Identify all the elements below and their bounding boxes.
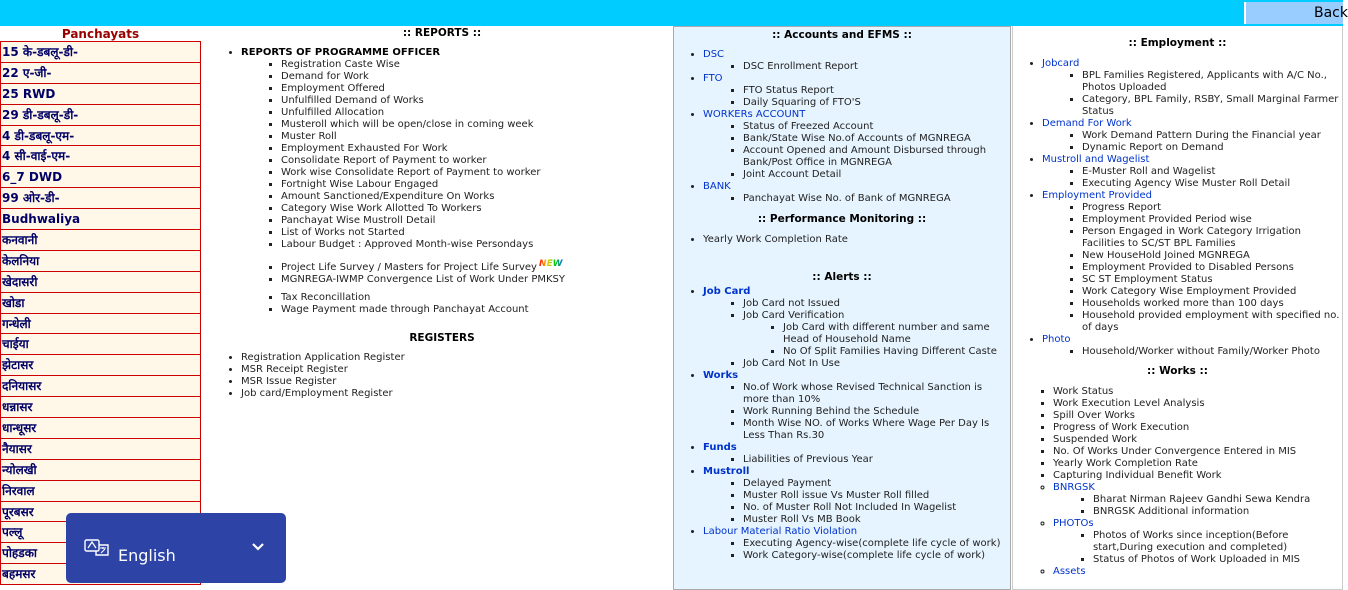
po-list [241, 59, 672, 251]
sidebar-item[interactable]: निरवाल [1, 481, 200, 502]
works-subgroups [1013, 482, 1342, 578]
alerts-title: :: Alerts :: [812, 271, 872, 283]
sidebar-item[interactable]: 4 डी-डबलू-एम- [1, 126, 200, 147]
list-item[interactable]: ▪ Demand for Work [281, 71, 672, 83]
registers-list [212, 352, 672, 400]
list-item[interactable]: ▪ BPL Families Registered, Applicants with A/C No., Photos Uploaded [1082, 70, 1342, 94]
list-item[interactable]: ▪ Muster Roll issue Vs Muster Roll filled [743, 490, 1010, 502]
list-item[interactable]: ▪ Tax Reconcillation [281, 292, 672, 304]
po-extra-list-2 [241, 292, 672, 316]
list-item[interactable]: ▪ Account Opened and Amount Disbursed through Bank/Post Office in MGNREGA [743, 145, 1010, 169]
list-item[interactable]: ▪ Employment Exhausted For Work [281, 143, 672, 155]
sidebar-item[interactable]: 29 डी-डबलू-डी- [1, 105, 200, 126]
list-item[interactable]: ▪ Unfulfilled Demand of Works [281, 95, 672, 107]
photos-group [1053, 518, 1342, 566]
list-item[interactable]: ▪ Bharat Nirman Rajeev Gandhi Sewa Kendra [1093, 494, 1342, 506]
sidebar-item[interactable]: खोडा [1, 293, 200, 314]
list-item[interactable]: ▪ Muster Roll [281, 131, 672, 143]
employment-group-list [1042, 166, 1342, 190]
list-item[interactable]: ▪ Category, BPL Family, RSBY, Small Marginal Farmer Status [1082, 94, 1342, 118]
list-item[interactable]: ▪ Status of Freezed Account [743, 121, 1010, 133]
accounts-group-link[interactable]: WORKERs ACCOUNT [703, 109, 806, 120]
sidebar-item[interactable]: चाईया [1, 334, 200, 355]
list-item[interactable]: ▪ Households worked more than 100 days [1082, 298, 1342, 310]
employment-group [1042, 190, 1342, 334]
back-label: Back [1314, 5, 1348, 21]
list-item[interactable]: ▪ Status of Photos of Work Uploaded in MIS [1093, 554, 1342, 566]
employment-group-list [1042, 130, 1342, 154]
sidebar-item[interactable]: खेदासरी [1, 272, 200, 293]
list-item[interactable]: ▪ Yearly Work Completion Rate [1053, 458, 1342, 470]
sidebar-item[interactable]: पल्लू [1, 522, 200, 543]
accounts-title: :: Accounts and EFMS :: [772, 29, 912, 41]
list-item[interactable]: ▪ E-Muster Roll and Wagelist [1082, 166, 1342, 178]
accounts-group [703, 109, 1010, 181]
alert-jobcard [703, 286, 1010, 370]
po-section [241, 47, 672, 316]
accounts-group-list [703, 121, 1010, 181]
list-item[interactable]: • MSR Receipt Register [241, 364, 672, 376]
list-item[interactable]: ▪ No Of Split Families Having Different Caste [783, 346, 1010, 358]
sidebar-item[interactable]: बहमसर [1, 564, 200, 585]
jobcard-link[interactable]: Job Card [703, 286, 751, 297]
list-item[interactable]: ▪ Month Wise NO. of Works Where Wage Per Day Is Less Than Rs.30 [743, 418, 1010, 442]
list-item[interactable]: ▪ Work Category Wise Employment Provided [1082, 286, 1342, 298]
list-item[interactable]: ▪ Bank/State Wise No.of Accounts of MGNREGA [743, 133, 1010, 145]
accounts-group [703, 73, 1010, 109]
list-item[interactable]: ▪ No. of Muster Roll Not Included In Wagelist [743, 502, 1010, 514]
list-item[interactable]: ▪ Joint Account Detail [743, 169, 1010, 181]
sidebar-item[interactable]: गन्धेली [1, 314, 200, 335]
list-item[interactable]: ▪ Work Demand Pattern During the Financial year [1082, 130, 1342, 142]
list-item[interactable]: ▪ Work Status [1053, 386, 1342, 398]
works-link[interactable]: Works [703, 370, 739, 381]
alerts-list [674, 286, 1010, 562]
sidebar-title: Panchayats [61, 27, 140, 41]
list-item[interactable]: ▪ Executing Agency Wise Muster Roll Detail [1082, 178, 1342, 190]
list-item[interactable]: ▪ SC ST Employment Status [1082, 274, 1342, 286]
list-item[interactable]: ▪ Work wise Consolidate Report of Payment to worker [281, 167, 672, 179]
list-item[interactable]: ▪ Job Card with different number and same Head of Household Name [783, 322, 1010, 346]
sidebar-item[interactable]: न्योलखी [1, 460, 200, 481]
list-item[interactable]: ▪ Spill Over Works [1053, 410, 1342, 422]
funds-list [703, 454, 1010, 466]
sidebar-item[interactable]: 99 ओर-डी- [1, 188, 200, 209]
list-item[interactable]: ▪ Wage Payment made through Panchayat Account [281, 304, 672, 316]
panchayat-list [0, 41, 201, 585]
list-item[interactable]: ▪ Person Engaged in Work Category Irrigation Facilities to SC/ST BPL Families [1082, 226, 1342, 250]
list-item[interactable]: ▪ Job Card not Issued [743, 298, 1010, 310]
list-item[interactable]: ▪ Consolidate Report of Payment to worker [281, 155, 672, 167]
list-item[interactable]: ▪ Registration Caste Wise [281, 59, 672, 71]
po-extra-list [241, 259, 672, 286]
assets-link[interactable]: Assets [1053, 566, 1086, 577]
top-bar [0, 0, 1343, 26]
list-item[interactable]: ▪ Panchayat Wise Mustroll Detail [281, 215, 672, 227]
accounts-group-list [703, 193, 1010, 205]
panchayat-sidebar [0, 26, 201, 590]
list-item[interactable]: ▪ Daily Squaring of FTO'S [743, 97, 1010, 109]
accounts-group-link[interactable]: FTO [703, 73, 723, 84]
sidebar-item[interactable]: 6_7 DWD [1, 167, 200, 188]
mustroll-link[interactable]: Mustroll [703, 466, 750, 477]
list-item[interactable]: ▪ Job Card Not In Use [743, 358, 1010, 370]
accounts-groups [674, 49, 1010, 205]
list-item[interactable]: ▪ Musteroll which will be open/close in coming week [281, 119, 672, 131]
list-item[interactable]: ▪ Panchayat Wise No. of Bank of MGNREGA [743, 193, 1010, 205]
reports-column [212, 26, 672, 590]
list-item[interactable]: ▪ Photos of Works since inception(Before start,During execution and completed) [1093, 530, 1342, 554]
list-item[interactable]: ▪ Dynamic Report on Demand [1082, 142, 1342, 154]
employment-group [1042, 58, 1342, 118]
reports-title: :: REPORTS :: [402, 27, 482, 39]
list-item[interactable]: ▪ Job Card Verification ▪ Job Card with different number and same Head of Household Name ▪ No Of Split Families Having Different Caste [743, 310, 1010, 358]
list-item[interactable]: ▪ Capturing Individual Benefit Work [1053, 470, 1342, 482]
employment-title: :: Employment :: [1128, 37, 1227, 49]
translate-icon [84, 539, 110, 557]
employment-group-link[interactable]: Employment Provided [1042, 190, 1152, 201]
photos-link[interactable]: PHOTOs [1053, 518, 1094, 529]
accounts-group-list [703, 85, 1010, 109]
photos-list [1053, 530, 1342, 566]
list-item[interactable]: ▪ Progress of Work Execution [1053, 422, 1342, 434]
list-item[interactable]: ▪ BNRGSK Additional information [1093, 506, 1342, 518]
employment-groups [1013, 58, 1342, 358]
labour-ratio-link[interactable]: Labour Material Ratio Violation [703, 526, 858, 537]
sidebar-item[interactable]: Budhwaliya [1, 209, 200, 230]
list-item[interactable]: ▪ New HouseHold Joined MGNREGA [1082, 250, 1342, 262]
assets-group [1053, 566, 1342, 578]
new-badge: NEW [538, 259, 563, 269]
list-item[interactable]: ▪ MGNREGA-IWMP Convergence List of Work Under PMKSY [281, 274, 672, 286]
list-item[interactable]: ▪ Employment Provided to Disabled Persons [1082, 262, 1342, 274]
works-title: :: Works :: [1147, 365, 1208, 377]
list-item[interactable]: • Registration Application Register [241, 352, 672, 364]
employment-group [1042, 118, 1342, 154]
list-item[interactable]: ▪ Suspended Work [1053, 434, 1342, 446]
jobcard-sublist [743, 322, 1010, 358]
bnrgsk-list [1053, 494, 1342, 518]
sidebar-item[interactable]: 22 ए-जी- [1, 63, 200, 84]
list-item[interactable]: ▪ Executing Agency-wise(complete life cycle of work) [743, 538, 1010, 550]
works-list [703, 382, 1010, 442]
accounts-group [703, 181, 1010, 205]
list-item[interactable]: • MSR Issue Register [241, 376, 672, 388]
sidebar-item[interactable]: कनवानी [1, 230, 200, 251]
perf-title: :: Performance Monitoring :: [757, 213, 927, 225]
sidebar-item[interactable]: 4 सी-वाई-एम- [1, 146, 200, 167]
accounts-group-list [703, 61, 1010, 73]
list-item[interactable]: • Yearly Work Completion Rate [703, 234, 1010, 246]
sidebar-item[interactable]: 15 के-डबलू-डी- [1, 42, 200, 63]
list-item[interactable]: ▪ Employment Offered [281, 83, 672, 95]
list-item[interactable]: ▪ Fortnight Wise Labour Engaged [281, 179, 672, 191]
employment-group-link[interactable]: Demand For Work [1042, 118, 1132, 129]
bnrgsk-link[interactable]: BNRGSK [1053, 482, 1095, 493]
employment-group [1042, 154, 1342, 190]
sidebar-item[interactable]: दनियासर [1, 376, 200, 397]
list-item[interactable]: ▪ Progress Report [1082, 202, 1342, 214]
sidebar-item[interactable]: नैयासर [1, 439, 200, 460]
employment-group-link[interactable]: Photo [1042, 334, 1071, 345]
mustroll-list [703, 478, 1010, 526]
sidebar-item[interactable]: धान्धूसर [1, 418, 200, 439]
sidebar-item[interactable]: पूरबसर [1, 502, 200, 523]
list-item[interactable]: ▪ Muster Roll Vs MB Book [743, 514, 1010, 526]
list-item[interactable]: ▪ Household provided employment with specified no. of days [1082, 310, 1342, 334]
list-item[interactable]: ▪ DSC Enrollment Report [743, 61, 1010, 73]
alert-labour [703, 526, 1010, 562]
employment-group-list [1042, 70, 1342, 118]
alert-mustroll [703, 466, 1010, 526]
alert-funds [703, 442, 1010, 466]
list-item[interactable]: ▪ Amount Sanctioned/Expenditure On Works [281, 191, 672, 203]
employment-group-list [1042, 202, 1342, 334]
sidebar-item[interactable]: धन्नासर [1, 397, 200, 418]
sidebar-item[interactable]: केलनिया [1, 251, 200, 272]
employment-group-link[interactable]: Mustroll and Wagelist [1042, 154, 1150, 165]
registers-title: REGISTERS [409, 332, 475, 344]
list-item[interactable]: ▪ Delayed Payment [743, 478, 1010, 490]
accounts-column [673, 26, 1011, 590]
employment-group [1042, 334, 1342, 358]
list-item[interactable]: ▪ Work Running Behind the Schedule [743, 406, 1010, 418]
list-item[interactable]: ▪ Category Wise Work Allotted To Workers [281, 203, 672, 215]
employment-group-list [1042, 346, 1342, 358]
language-selector[interactable] [66, 513, 286, 583]
jobcard-list [703, 298, 1010, 370]
bnrgsk-group [1053, 482, 1342, 518]
perf-list [674, 234, 1010, 246]
accounts-group [703, 49, 1010, 73]
list-item[interactable]: ▪ Unfulfilled Allocation [281, 107, 672, 119]
list-item[interactable]: ▪ Work Execution Level Analysis [1053, 398, 1342, 410]
sidebar-item[interactable]: झेटासर [1, 355, 200, 376]
sidebar-item[interactable]: पोहडका [1, 543, 200, 564]
list-item[interactable]: ▪ FTO Status Report [743, 85, 1010, 97]
works-report-list [1013, 386, 1342, 482]
back-button[interactable] [1244, 2, 1348, 24]
chevron-down-icon [250, 541, 266, 553]
funds-link[interactable]: Funds [703, 442, 737, 453]
list-item[interactable]: ▪ List of Works not Started [281, 227, 672, 239]
accounts-group-link[interactable]: BANK [703, 181, 731, 192]
list-item[interactable]: ▪ Labour Budget : Approved Month-wise Persondays [281, 239, 672, 251]
po-heading: REPORTS OF PROGRAMME OFFICER [241, 47, 441, 58]
employment-group-link[interactable]: Jobcard [1042, 58, 1080, 69]
list-item[interactable]: ▪ No.of Work whose Revised Technical Sanction is more than 10% [743, 382, 1010, 406]
sidebar-item[interactable]: 25 RWD [1, 84, 200, 105]
list-item[interactable]: ▪ Project Life Survey / Masters for Project Life Survey NEW [281, 262, 672, 274]
employment-column [1012, 26, 1343, 590]
list-item[interactable]: ▪ No. Of Works Under Convergence Entered in MIS [1053, 446, 1342, 458]
language-label: English [118, 546, 176, 565]
alert-works [703, 370, 1010, 442]
accounts-group-link[interactable]: DSC [703, 49, 725, 60]
list-item[interactable]: • Job card/Employment Register [241, 388, 672, 400]
list-item[interactable]: ▪ Work Category-wise(complete life cycle of work) [743, 550, 1010, 562]
list-item[interactable]: ▪ Household/Worker without Family/Worker Photo [1082, 346, 1342, 358]
list-item[interactable]: ▪ Employment Provided Period wise [1082, 214, 1342, 226]
labour-list [703, 538, 1010, 562]
list-item[interactable]: ▪ Liabilities of Previous Year [743, 454, 1010, 466]
